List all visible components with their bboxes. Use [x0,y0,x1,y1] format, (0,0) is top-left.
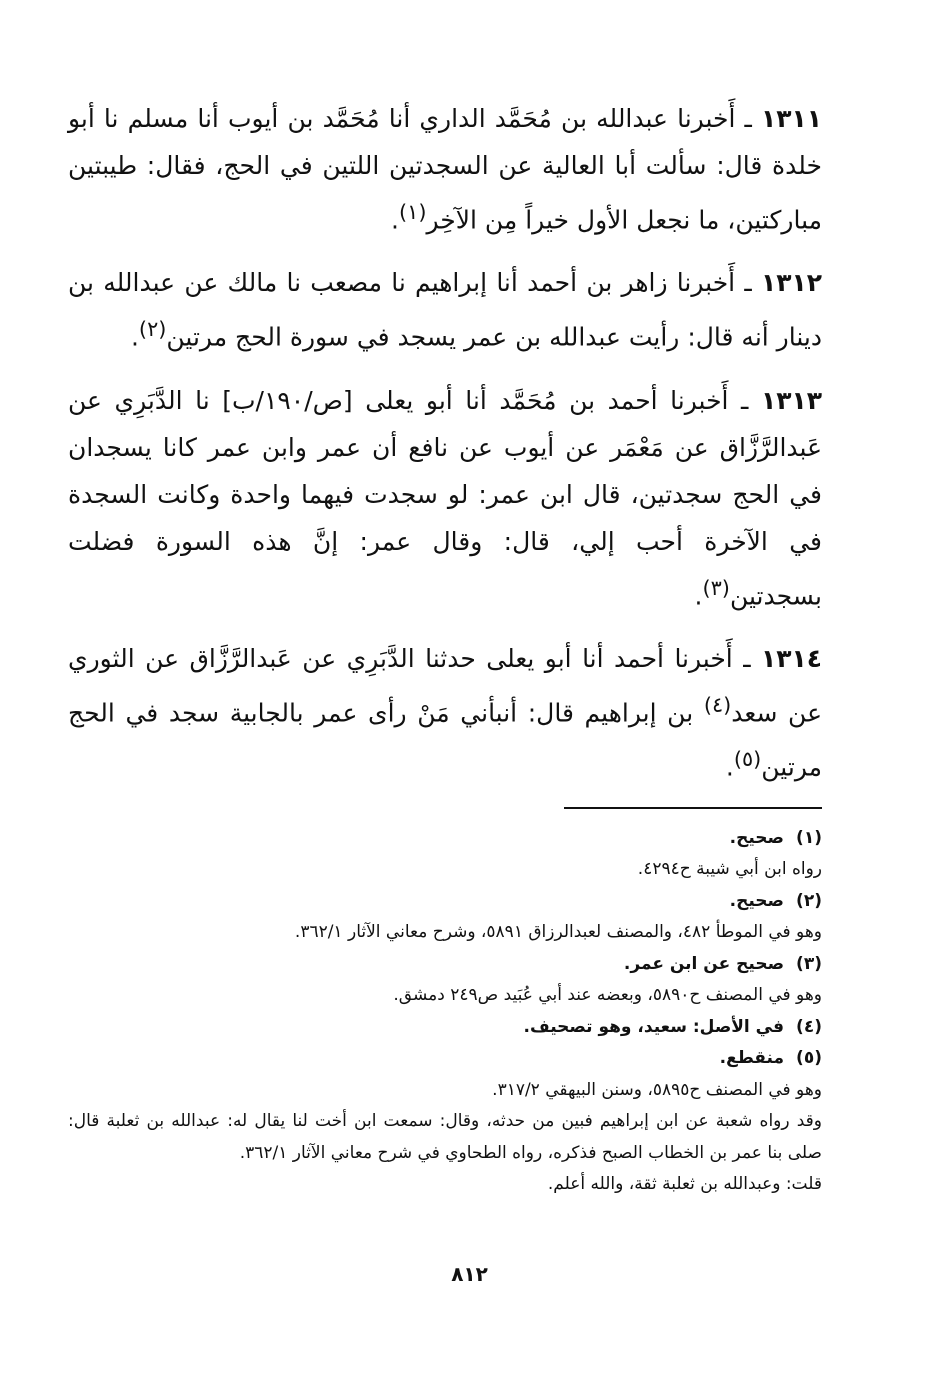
footnote-ref: (٤) [703,692,732,717]
footnote-number: (٣) [796,953,822,974]
footnote-text: وهو في الموطأ ٤٨٢، والمصنف لعبدالرزاق ٥٨٩١، وشرح معاني الآثار ٣٦٢/١. [294,922,822,943]
hadith-number: ١٣١٤ [760,643,822,673]
footnote-4 [68,1012,822,1044]
footnote-text: وهو في المصنف ح٥٨٩٠، وبعضه عند أبي عُبَيد ص٢٤٩ دمشق. [393,985,822,1006]
footnote-grade: منقطع. [719,1048,784,1069]
hadith-entry-1312 [68,259,822,360]
hadith-entry-1313 [68,377,822,619]
footnote-text: رواه ابن أبي شيبة ح٤٢٩٤. [637,859,822,880]
footnote-text: في الأصل: سعيد، وهو تصحيف. [523,1016,784,1037]
book-page [68,95,822,1345]
page-number: ٨١٢ [451,1262,488,1286]
footnote-grade: صحيح. [729,827,784,848]
hadith-text: ـ أَخبرنا أحمد أنا أبو يعلى حدثنا الدَّبَرِي عن عَبدالرَّزَّاق عن الثوري عن سعد [68,643,822,728]
hadith-text-continued: بن إبراهيم قال: أنبأني مَنْ رأى عمر بالجابية سجد في الحج مرتين [68,698,822,782]
footnote-divider [564,807,822,809]
hadith-entry-1314 [68,635,822,791]
hadith-number: ١٣١٣ [760,385,822,415]
hadith-number: ١٣١١ [760,104,822,133]
footnote-3 [68,949,822,1012]
hadith-text: ـ أَخبرنا زاهر بن أحمد أنا إبراهيم نا مصعب نا مالك عن عبدالله بن دينار أنه قال: رأيت عبدالله بن عمر يسجد في سورة الحج مرتين [68,268,822,352]
footnote-ref: (٥) [733,747,762,772]
footnote-extra-paragraph: وقد رواه شعبة عن ابن إبراهيم فبين من حدثه، وقال: سمعت ابن أخت لنا يقال له: عبدالله بن ثعلبة قال: صلى بنا عمر بن الخطاب الصبح فذكره، رواه الطحاوي في شرح معاني الآثار ٣٦٢/١. [68,1111,822,1163]
footnote-number: (٢) [796,890,822,911]
footnote-1 [68,823,822,886]
footnote-grade: صحيح عن ابن عمر. [623,953,784,974]
hadith-entry-1311 [68,95,822,243]
entry-end-mark: . [694,580,703,610]
footnote-text: وهو في المصنف ح٥٨٩٥، وسنن البيهقي ٣١٧/٢. [492,1079,822,1100]
footnote-number: (٥) [796,1048,822,1069]
footnote-grade: صحيح. [729,890,784,911]
footnote-number: (١) [796,827,822,848]
hadith-number: ١٣١٢ [760,268,822,298]
footnote-ref: (٣) [702,575,730,600]
footnote-ref: (١) [398,200,427,224]
footnote-5 [68,1043,822,1201]
entry-end-mark: . [130,322,139,352]
footnote-2 [68,886,822,949]
footnote-ref: (٢) [138,317,167,342]
footnotes [68,823,822,1201]
hadith-text: ـ أَخبرنا عبدالله بن مُحَمَّد الداري أنا مُحَمَّد بن أيوب أنا مسلم نا أبو خلدة قال: سألت أبا العالية عن السجدتين اللتين في الحج، فقال: طيبتين مباركتين، ما نجعل الأول خيراً مِن الآخِر [68,104,822,235]
entry-end-mark: . [725,752,734,782]
footnote-closing-remark: قلت: وعبدالله بن ثعلبة ثقة، والله أعلم. [547,1174,822,1195]
hadith-text: ـ أَخبرنا أحمد بن مُحَمَّد أنا أبو يعلى [ص/١٩٠/ب] نا الدَّبَرِي عن عَبدالرَّزَّاق عن مَعْمَر عن أيوب عن نافع أن عمر وابن عمر كانا يسجدان في الحج سجدتين، قال ابن عمر: لو سجدت فيهما واحدة وكانت السجدة في الآخرة أحب إلي، قال: وقال عمر: إنَّ هذه السورة فضلت بسجدتين [68,385,822,610]
entry-end-mark: . [391,205,399,235]
footnote-number: (٤) [796,1016,822,1037]
